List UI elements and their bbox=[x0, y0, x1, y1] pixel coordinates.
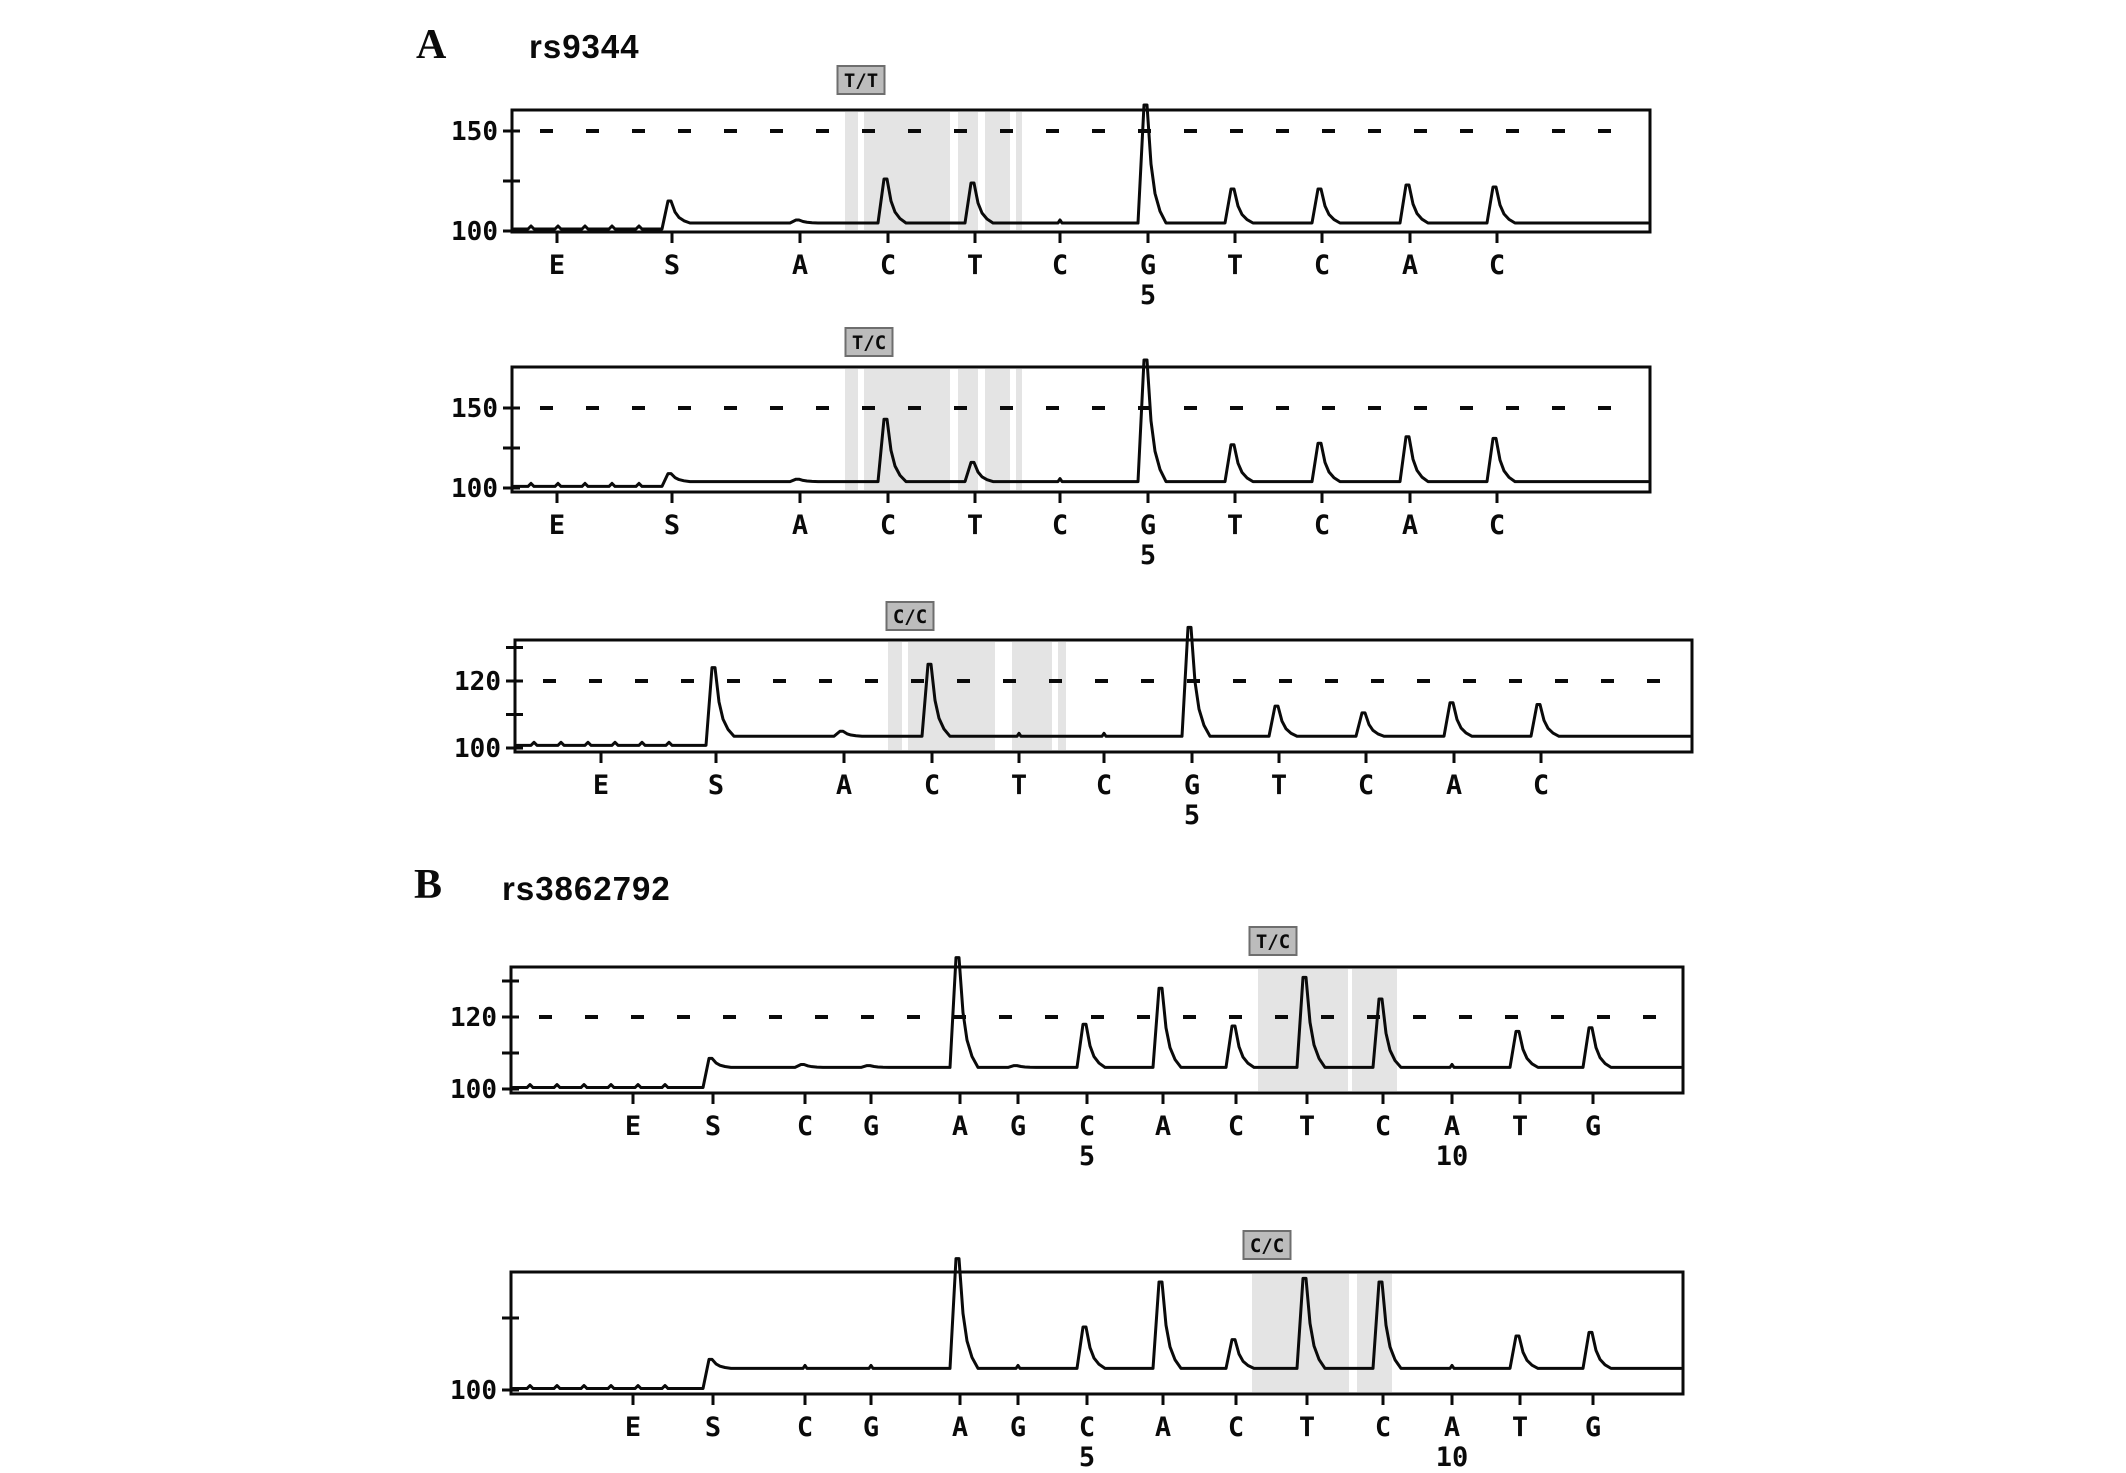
highlight-band-stripe bbox=[902, 642, 908, 750]
gridline-dash bbox=[1506, 406, 1519, 410]
gridline-dash bbox=[1413, 1015, 1426, 1019]
gridline-dash bbox=[865, 679, 878, 683]
y-tick-label: 100 bbox=[454, 734, 501, 764]
gridline-dash bbox=[1184, 406, 1197, 410]
gridline-dash bbox=[769, 1015, 782, 1019]
gridline-dash bbox=[1598, 406, 1611, 410]
dispensation-letter: C bbox=[1374, 1111, 1392, 1142]
gridline-dash bbox=[1414, 129, 1427, 133]
pyrogram-trace bbox=[517, 627, 1690, 745]
gridline-dash bbox=[957, 679, 970, 683]
gridline-dash bbox=[1091, 1015, 1104, 1019]
dispensation-letter: A bbox=[1401, 250, 1419, 281]
dispensation-letter: G bbox=[862, 1412, 880, 1443]
dispensation-letter: A bbox=[1401, 510, 1419, 541]
gridline-dash bbox=[1368, 406, 1381, 410]
dispensation-letter: C bbox=[796, 1412, 814, 1443]
gridline-dash bbox=[1459, 1015, 1472, 1019]
gridline-dash bbox=[819, 679, 832, 683]
gridline-dash bbox=[1598, 129, 1611, 133]
gridline-dash bbox=[724, 406, 737, 410]
dispensation-letter: C bbox=[796, 1111, 814, 1142]
dispensation-letter: G bbox=[862, 1111, 880, 1142]
dispensation-number: 5 bbox=[1139, 540, 1157, 571]
gridline-dash bbox=[911, 679, 924, 683]
dispensation-letter: A bbox=[791, 250, 809, 281]
gridline-dash bbox=[1322, 129, 1335, 133]
gridline-dash bbox=[632, 129, 645, 133]
gridline-dash bbox=[1276, 406, 1289, 410]
dispensation-letter: C bbox=[923, 770, 941, 801]
gridline-dash bbox=[1230, 406, 1243, 410]
gridline-dash bbox=[1279, 679, 1292, 683]
plot-box bbox=[511, 1272, 1683, 1394]
gridline-dash bbox=[678, 129, 691, 133]
dispensation-letter: C bbox=[1227, 1111, 1245, 1142]
gridline-dash bbox=[723, 1015, 736, 1019]
gridline-dash bbox=[1417, 679, 1430, 683]
gridline-dash bbox=[1000, 406, 1013, 410]
y-tick-label: 150 bbox=[451, 117, 498, 147]
gridline-dash bbox=[1368, 129, 1381, 133]
gridline-dash bbox=[770, 129, 783, 133]
dispensation-letter: G bbox=[1584, 1412, 1602, 1443]
dispensation-letter: A bbox=[1445, 770, 1463, 801]
dispensation-letter: A bbox=[1154, 1412, 1172, 1443]
gridline-dash bbox=[1000, 129, 1013, 133]
dispensation-letter: T bbox=[1270, 770, 1288, 801]
dispensation-letter: C bbox=[1095, 770, 1113, 801]
dispensation-letter: C bbox=[1051, 250, 1069, 281]
dispensation-letter: C bbox=[1532, 770, 1550, 801]
highlight-band bbox=[845, 369, 1022, 490]
dispensation-letter: G bbox=[1183, 770, 1201, 801]
dispensation-number: 10 bbox=[1435, 1141, 1469, 1172]
dispensation-letter: G bbox=[1584, 1111, 1602, 1142]
dispensation-letter: T bbox=[966, 250, 984, 281]
gridline-dash bbox=[589, 679, 602, 683]
plot-box bbox=[512, 367, 1650, 492]
dispensation-letter: C bbox=[1357, 770, 1375, 801]
dispensation-letter: T bbox=[1226, 250, 1244, 281]
dispensation-letter: C bbox=[1313, 250, 1331, 281]
gridline-dash bbox=[861, 1015, 874, 1019]
dispensation-letter: C bbox=[1488, 250, 1506, 281]
dispensation-letter: E bbox=[624, 1111, 642, 1142]
dispensation-letter: G bbox=[1139, 250, 1157, 281]
y-tick-label: 120 bbox=[454, 667, 501, 697]
genotype-label: C/C bbox=[892, 606, 928, 628]
gridline-dash bbox=[908, 406, 921, 410]
highlight-band-stripe bbox=[1052, 642, 1058, 750]
dispensation-letter: E bbox=[592, 770, 610, 801]
gridline-dash bbox=[1003, 679, 1016, 683]
gridline-dash bbox=[1597, 1015, 1610, 1019]
gridline-dash bbox=[1551, 1015, 1564, 1019]
plot-box bbox=[512, 110, 1650, 232]
gridline-dash bbox=[677, 1015, 690, 1019]
highlight-band bbox=[1352, 969, 1397, 1091]
genotype-label: C/C bbox=[1249, 1235, 1285, 1257]
y-tick-label: 100 bbox=[451, 217, 498, 247]
gridline-dash bbox=[954, 406, 967, 410]
gridline-dash bbox=[816, 406, 829, 410]
gridline-dash bbox=[632, 406, 645, 410]
gridline-dash bbox=[1183, 1015, 1196, 1019]
dispensation-letter: S bbox=[704, 1412, 722, 1443]
gridline-dash bbox=[1092, 406, 1105, 410]
gridline-dash bbox=[631, 1015, 644, 1019]
gridline-dash bbox=[586, 406, 599, 410]
dispensation-letter: C bbox=[879, 250, 897, 281]
dispensation-number: 5 bbox=[1139, 280, 1157, 311]
gridline-dash bbox=[1276, 129, 1289, 133]
gridline-dash bbox=[1321, 1015, 1334, 1019]
gridline-dash bbox=[1506, 129, 1519, 133]
gridline-dash bbox=[773, 679, 786, 683]
gridline-dash bbox=[1555, 679, 1568, 683]
highlight-band-stripe bbox=[858, 369, 864, 490]
dispensation-letter: S bbox=[707, 770, 725, 801]
highlight-band bbox=[888, 642, 1066, 750]
dispensation-letter: C bbox=[1078, 1412, 1096, 1443]
dispensation-letter: T bbox=[1010, 770, 1028, 801]
gridline-dash bbox=[585, 1015, 598, 1019]
gridline-dash bbox=[1229, 1015, 1242, 1019]
pyrogram-trace bbox=[513, 958, 1681, 1088]
dispensation-letter: E bbox=[548, 510, 566, 541]
plot-box bbox=[511, 967, 1683, 1093]
dispensation-letter: A bbox=[951, 1412, 969, 1443]
dispensation-letter: T bbox=[1298, 1111, 1316, 1142]
gridline-dash bbox=[954, 129, 967, 133]
gridline-dash bbox=[1046, 406, 1059, 410]
gridline-dash bbox=[1552, 129, 1565, 133]
gridline-dash bbox=[1046, 129, 1059, 133]
dispensation-letter: A bbox=[951, 1111, 969, 1142]
gridline-dash bbox=[1463, 679, 1476, 683]
gridline-dash bbox=[539, 1015, 552, 1019]
gridline-dash bbox=[999, 1015, 1012, 1019]
gridline-dash bbox=[1643, 1015, 1656, 1019]
gridline-dash bbox=[1095, 679, 1108, 683]
dispensation-letter: G bbox=[1009, 1111, 1027, 1142]
gridline-dash bbox=[1509, 679, 1522, 683]
y-tick-label: 100 bbox=[450, 1075, 497, 1105]
highlight-band-stripe bbox=[995, 642, 1012, 750]
gridline-dash bbox=[770, 406, 783, 410]
dispensation-number: 5 bbox=[1078, 1141, 1096, 1172]
gridline-dash bbox=[908, 129, 921, 133]
gridline-dash bbox=[1601, 679, 1614, 683]
dispensation-letter: T bbox=[1226, 510, 1244, 541]
pyrogram-trace bbox=[513, 1259, 1681, 1389]
gridline-dash bbox=[543, 679, 556, 683]
highlight-band-stripe bbox=[950, 369, 958, 490]
gridline-dash bbox=[1322, 406, 1335, 410]
dispensation-letter: S bbox=[704, 1111, 722, 1142]
dispensation-letter: T bbox=[1511, 1412, 1529, 1443]
gridline-dash bbox=[1141, 679, 1154, 683]
gridline-dash bbox=[1505, 1015, 1518, 1019]
dispensation-letter: G bbox=[1139, 510, 1157, 541]
gridline-dash bbox=[727, 679, 740, 683]
gridline-dash bbox=[724, 129, 737, 133]
gridline-dash bbox=[1045, 1015, 1058, 1019]
gridline-dash bbox=[862, 406, 875, 410]
gridline-dash bbox=[1371, 679, 1384, 683]
dispensation-letter: A bbox=[791, 510, 809, 541]
genotype-label: T/C bbox=[851, 332, 887, 354]
gridline-dash bbox=[540, 406, 553, 410]
dispensation-letter: C bbox=[1051, 510, 1069, 541]
gridline-dash bbox=[907, 1015, 920, 1019]
y-tick-label: 150 bbox=[451, 394, 498, 424]
dispensation-letter: C bbox=[1313, 510, 1331, 541]
dispensation-letter: C bbox=[1488, 510, 1506, 541]
dispensation-letter: A bbox=[835, 770, 853, 801]
gridline-dash bbox=[678, 406, 691, 410]
gridline-dash bbox=[1049, 679, 1062, 683]
dispensation-letter: A bbox=[1154, 1111, 1172, 1142]
panel-a-title: rs9344 bbox=[529, 28, 640, 65]
gridline-dash bbox=[586, 129, 599, 133]
gridline-dash bbox=[1325, 679, 1338, 683]
genotype-label: T/T bbox=[843, 70, 879, 92]
gridline-dash bbox=[1137, 1015, 1150, 1019]
gridline-dash bbox=[862, 129, 875, 133]
gridline-dash bbox=[1414, 406, 1427, 410]
dispensation-letter: C bbox=[1374, 1412, 1392, 1443]
dispensation-letter: A bbox=[1443, 1111, 1461, 1142]
dispensation-letter: T bbox=[1511, 1111, 1529, 1142]
dispensation-letter: T bbox=[1298, 1412, 1316, 1443]
gridline-dash bbox=[1092, 129, 1105, 133]
y-tick-label: 100 bbox=[450, 1376, 497, 1406]
gridline-dash bbox=[1460, 406, 1473, 410]
gridline-dash bbox=[1647, 679, 1660, 683]
panel-b-title: rs3862792 bbox=[502, 870, 671, 907]
dispensation-letter: C bbox=[879, 510, 897, 541]
gridline-dash bbox=[1233, 679, 1246, 683]
dispensation-letter: E bbox=[624, 1412, 642, 1443]
dispensation-number: 10 bbox=[1435, 1442, 1469, 1473]
dispensation-letter: G bbox=[1009, 1412, 1027, 1443]
pyrogram-trace bbox=[514, 360, 1648, 486]
gridline-dash bbox=[1552, 406, 1565, 410]
dispensation-letter: S bbox=[663, 250, 681, 281]
panel-b-label: B bbox=[414, 862, 443, 908]
dispensation-letter: A bbox=[1443, 1412, 1461, 1443]
y-tick-label: 120 bbox=[450, 1003, 497, 1033]
y-tick-label: 100 bbox=[451, 474, 498, 504]
gridline-dash bbox=[815, 1015, 828, 1019]
dispensation-letter: C bbox=[1078, 1111, 1096, 1142]
dispensation-number: 5 bbox=[1078, 1442, 1096, 1473]
gridline-dash bbox=[1230, 129, 1243, 133]
dispensation-letter: C bbox=[1227, 1412, 1245, 1443]
dispensation-letter: T bbox=[966, 510, 984, 541]
gridline-dash bbox=[1184, 129, 1197, 133]
panel-a-label: A bbox=[416, 22, 447, 68]
highlight-band-stripe bbox=[1010, 369, 1016, 490]
gridline-dash bbox=[540, 129, 553, 133]
gridline-dash bbox=[1275, 1015, 1288, 1019]
dispensation-number: 5 bbox=[1183, 800, 1201, 831]
gridline-dash bbox=[1460, 129, 1473, 133]
pyrogram-trace bbox=[514, 105, 1648, 229]
gridline-dash bbox=[635, 679, 648, 683]
dispensation-letter: E bbox=[548, 250, 566, 281]
genotype-label: T/C bbox=[1255, 931, 1291, 953]
gridline-dash bbox=[681, 679, 694, 683]
gridline-dash bbox=[816, 129, 829, 133]
dispensation-letter: S bbox=[663, 510, 681, 541]
